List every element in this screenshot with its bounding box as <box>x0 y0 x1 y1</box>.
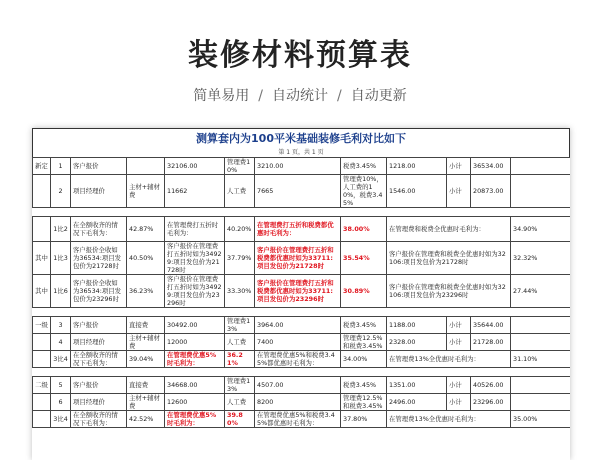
table-cell: 一级 <box>33 317 51 334</box>
table-cell: 11662 <box>165 175 225 208</box>
table-cell: 1比6 <box>51 275 71 308</box>
table-cell: 34.90% <box>511 217 571 242</box>
table-cell: 客户报价 <box>71 377 127 394</box>
table-cell <box>511 334 571 351</box>
table-cell: 39.80% <box>225 411 255 428</box>
feature-auto-update: 自动更新 <box>350 88 407 104</box>
table-cell: 客户报价在管理费打五折和税费都优惠时如为33711:项目发包价为21728时 <box>255 242 341 275</box>
table-cell: 3 <box>51 317 71 334</box>
table-cell <box>33 411 51 428</box>
table-cell <box>33 175 51 208</box>
table-cell: 7665 <box>255 175 341 208</box>
separator: / <box>258 88 263 104</box>
table-cell: 项目经理价 <box>71 334 127 351</box>
table-cell: 1218.00 <box>387 158 447 175</box>
table-cell: 3964.00 <box>255 317 341 334</box>
table-row <box>33 217 571 242</box>
table-cell: 在管理费13%全优惠时毛利为： <box>387 351 511 368</box>
table-cell: 42.87% <box>127 217 165 242</box>
table-cell: 其中 <box>33 275 51 308</box>
table-row <box>33 275 571 308</box>
table-cell: 小计 <box>447 377 471 394</box>
table-cell: 在全额收齐的情况下毛利为： <box>71 351 127 368</box>
table-cell: 20873.00 <box>471 175 511 208</box>
table-cell: 管理费13% <box>225 377 255 394</box>
feature-auto-stats: 自动统计 <box>272 88 328 104</box>
table-cell: 客户报价在管理费打五折时如为34929:项目发包价为23296时 <box>165 275 225 308</box>
table-cell: 30492.00 <box>165 317 225 334</box>
table-cell: 税费3.45% <box>341 377 387 394</box>
table-cell: 21728.00 <box>471 334 511 351</box>
table-cell: 在管理费优惠5%时毛利为： <box>165 351 225 368</box>
table-cell: 36.23% <box>127 275 165 308</box>
spacer-row <box>33 208 571 217</box>
table-cell: 客户报价 <box>71 158 127 175</box>
table-cell: 12000 <box>165 334 225 351</box>
table-cell: 在全额收齐的情况下毛利为： <box>71 411 127 428</box>
table-cell: 新定 <box>33 158 51 175</box>
table-cell: 27.44% <box>511 275 571 308</box>
table-cell: 小计 <box>447 394 471 411</box>
table-cell: 40.50% <box>127 242 165 275</box>
table-cell: 2328.00 <box>387 334 447 351</box>
table-cell: 主材+辅材费 <box>127 175 165 208</box>
table-cell: 税费3.45% <box>341 317 387 334</box>
table-cell: 客户报价在管理费和税费全优惠时如为32106:项目发包价为21728时 <box>387 242 511 275</box>
table-cell: 小计 <box>447 158 471 175</box>
table-cell: 1546.00 <box>387 175 447 208</box>
page-indicator: 第 1 页，共 1 页 <box>32 149 570 157</box>
table-cell: 1 <box>51 158 71 175</box>
table-cell: 在管理费优惠5%时毛利为： <box>165 411 225 428</box>
table-cell: 1351.00 <box>387 377 447 394</box>
table-cell: 人工费 <box>225 175 255 208</box>
table-cell: 39.04% <box>127 351 165 368</box>
table-cell: 客户报价在管理费打五折时如为34929:项目发包价为21728时 <box>165 242 225 275</box>
table-cell: 2 <box>51 175 71 208</box>
table-cell: 4507.00 <box>255 377 341 394</box>
table-cell: 税费3.45% <box>341 158 387 175</box>
table-cell: 在管理费优惠5%和税费3.45%都优惠时毛利为： <box>255 351 341 368</box>
table-cell: 23296.00 <box>471 394 511 411</box>
table-cell: 管理费10%，人工费的10%，税费3.45% <box>341 175 387 208</box>
table-row <box>33 242 571 275</box>
table-cell: 38.00% <box>341 217 387 242</box>
table-cell: 1比2 <box>51 217 71 242</box>
table-cell: 30.89% <box>341 275 387 308</box>
table-cell: 人工费 <box>225 334 255 351</box>
table-cell <box>511 175 571 208</box>
table-cell <box>33 334 51 351</box>
table-cell: 1188.00 <box>387 317 447 334</box>
table-cell: 小计 <box>447 175 471 208</box>
table-cell <box>33 217 51 242</box>
table-cell: 37.80% <box>341 411 387 428</box>
table-cell: 32.32% <box>511 242 571 275</box>
table-cell: 在管理费优惠5%和税费3.45%都优惠时毛利为： <box>255 411 341 428</box>
table-cell: 直接费 <box>127 377 165 394</box>
table-cell: 主材+辅材费 <box>127 334 165 351</box>
table-cell: 37.79% <box>225 242 255 275</box>
table-cell: 在全额收齐的情况下毛利为： <box>71 217 127 242</box>
table-cell: 36.21% <box>225 351 255 368</box>
table-cell <box>511 158 571 175</box>
spacer-row <box>33 368 571 377</box>
table-cell: 管理费13% <box>225 317 255 334</box>
table-cell: 小计 <box>447 334 471 351</box>
table-cell: 3比4 <box>51 411 71 428</box>
table-cell: 在管理费打五折时毛利为： <box>165 217 225 242</box>
table-cell: 8200 <box>255 394 341 411</box>
table-cell <box>511 377 571 394</box>
table-cell: 管理费12.5%和税费3.45% <box>341 394 387 411</box>
table-cell: 客户报价全收如为36534:项目发包价为21728时 <box>71 242 127 275</box>
table-cell: 3比4 <box>51 351 71 368</box>
table-cell: 42.52% <box>127 411 165 428</box>
table-row <box>33 351 571 368</box>
table-cell: 直接费 <box>127 317 165 334</box>
table-cell: 36534.00 <box>471 158 511 175</box>
table-cell: 5 <box>51 377 71 394</box>
table-cell <box>127 158 165 175</box>
table-cell: 34668.00 <box>165 377 225 394</box>
table-cell: 客户报价 <box>71 317 127 334</box>
table-cell <box>511 317 571 334</box>
table-cell: 主材+辅材费 <box>127 394 165 411</box>
table-cell: 35644.00 <box>471 317 511 334</box>
table-cell: 项目经理价 <box>71 175 127 208</box>
table-cell: 34.00% <box>341 351 387 368</box>
feature-easy: 简单易用 <box>193 88 250 104</box>
table-cell: 小计 <box>447 317 471 334</box>
table-cell: 客户报价在管理费打五折和税费都优惠时如为33711:项目发包价为23296时 <box>255 275 341 308</box>
separator: / <box>337 88 342 104</box>
table-row <box>33 175 571 208</box>
table-cell: 35.54% <box>341 242 387 275</box>
table-cell: 40526.00 <box>471 377 511 394</box>
table-cell: 31.10% <box>511 351 571 368</box>
table-row <box>33 411 571 428</box>
table-cell: 人工费 <box>225 394 255 411</box>
table-cell: 1比3 <box>51 242 71 275</box>
budget-table <box>32 157 570 428</box>
table-cell: 客户报价全收如为36534:项目发包价为23296时 <box>71 275 127 308</box>
spreadsheet-preview <box>32 128 570 460</box>
table-cell: 7400 <box>255 334 341 351</box>
table-row <box>33 317 571 334</box>
table-cell: 在管理费13%全优惠时毛利为： <box>387 411 511 428</box>
table-cell: 32106.00 <box>165 158 225 175</box>
table-cell <box>511 394 571 411</box>
table-row <box>33 377 571 394</box>
table-cell: 35.00% <box>511 411 571 428</box>
table-cell: 在管理费和税费全优惠时毛利为： <box>387 217 511 242</box>
table-row <box>33 158 571 175</box>
table-cell: 管理费12.5%和税费3.45% <box>341 334 387 351</box>
table-cell: 40.20% <box>225 217 255 242</box>
table-cell: 在管理费打五折和税费都优惠时毛利为： <box>255 217 341 242</box>
table-cell <box>33 351 51 368</box>
table-cell: 二级 <box>33 377 51 394</box>
spacer-row <box>33 308 571 317</box>
feature-tagline <box>0 85 600 105</box>
table-cell: 管理费10% <box>225 158 255 175</box>
sheet-title: 测算套内为100平米基础装修毛利对比如下 <box>32 128 570 149</box>
table-cell: 其中 <box>33 242 51 275</box>
table-cell: 项目经理价 <box>71 394 127 411</box>
table-cell: 12600 <box>165 394 225 411</box>
table-row <box>33 394 571 411</box>
table-row <box>33 334 571 351</box>
table-cell: 6 <box>51 394 71 411</box>
table-cell: 3210.00 <box>255 158 341 175</box>
table-cell: 4 <box>51 334 71 351</box>
table-cell: 2496.00 <box>387 394 447 411</box>
table-cell: 33.30% <box>225 275 255 308</box>
table-cell <box>33 394 51 411</box>
page-title: 装修材料预算表 <box>188 38 412 73</box>
table-cell: 客户报价在管理费和税费全优惠时如为32106:项目发包价为23296时 <box>387 275 511 308</box>
